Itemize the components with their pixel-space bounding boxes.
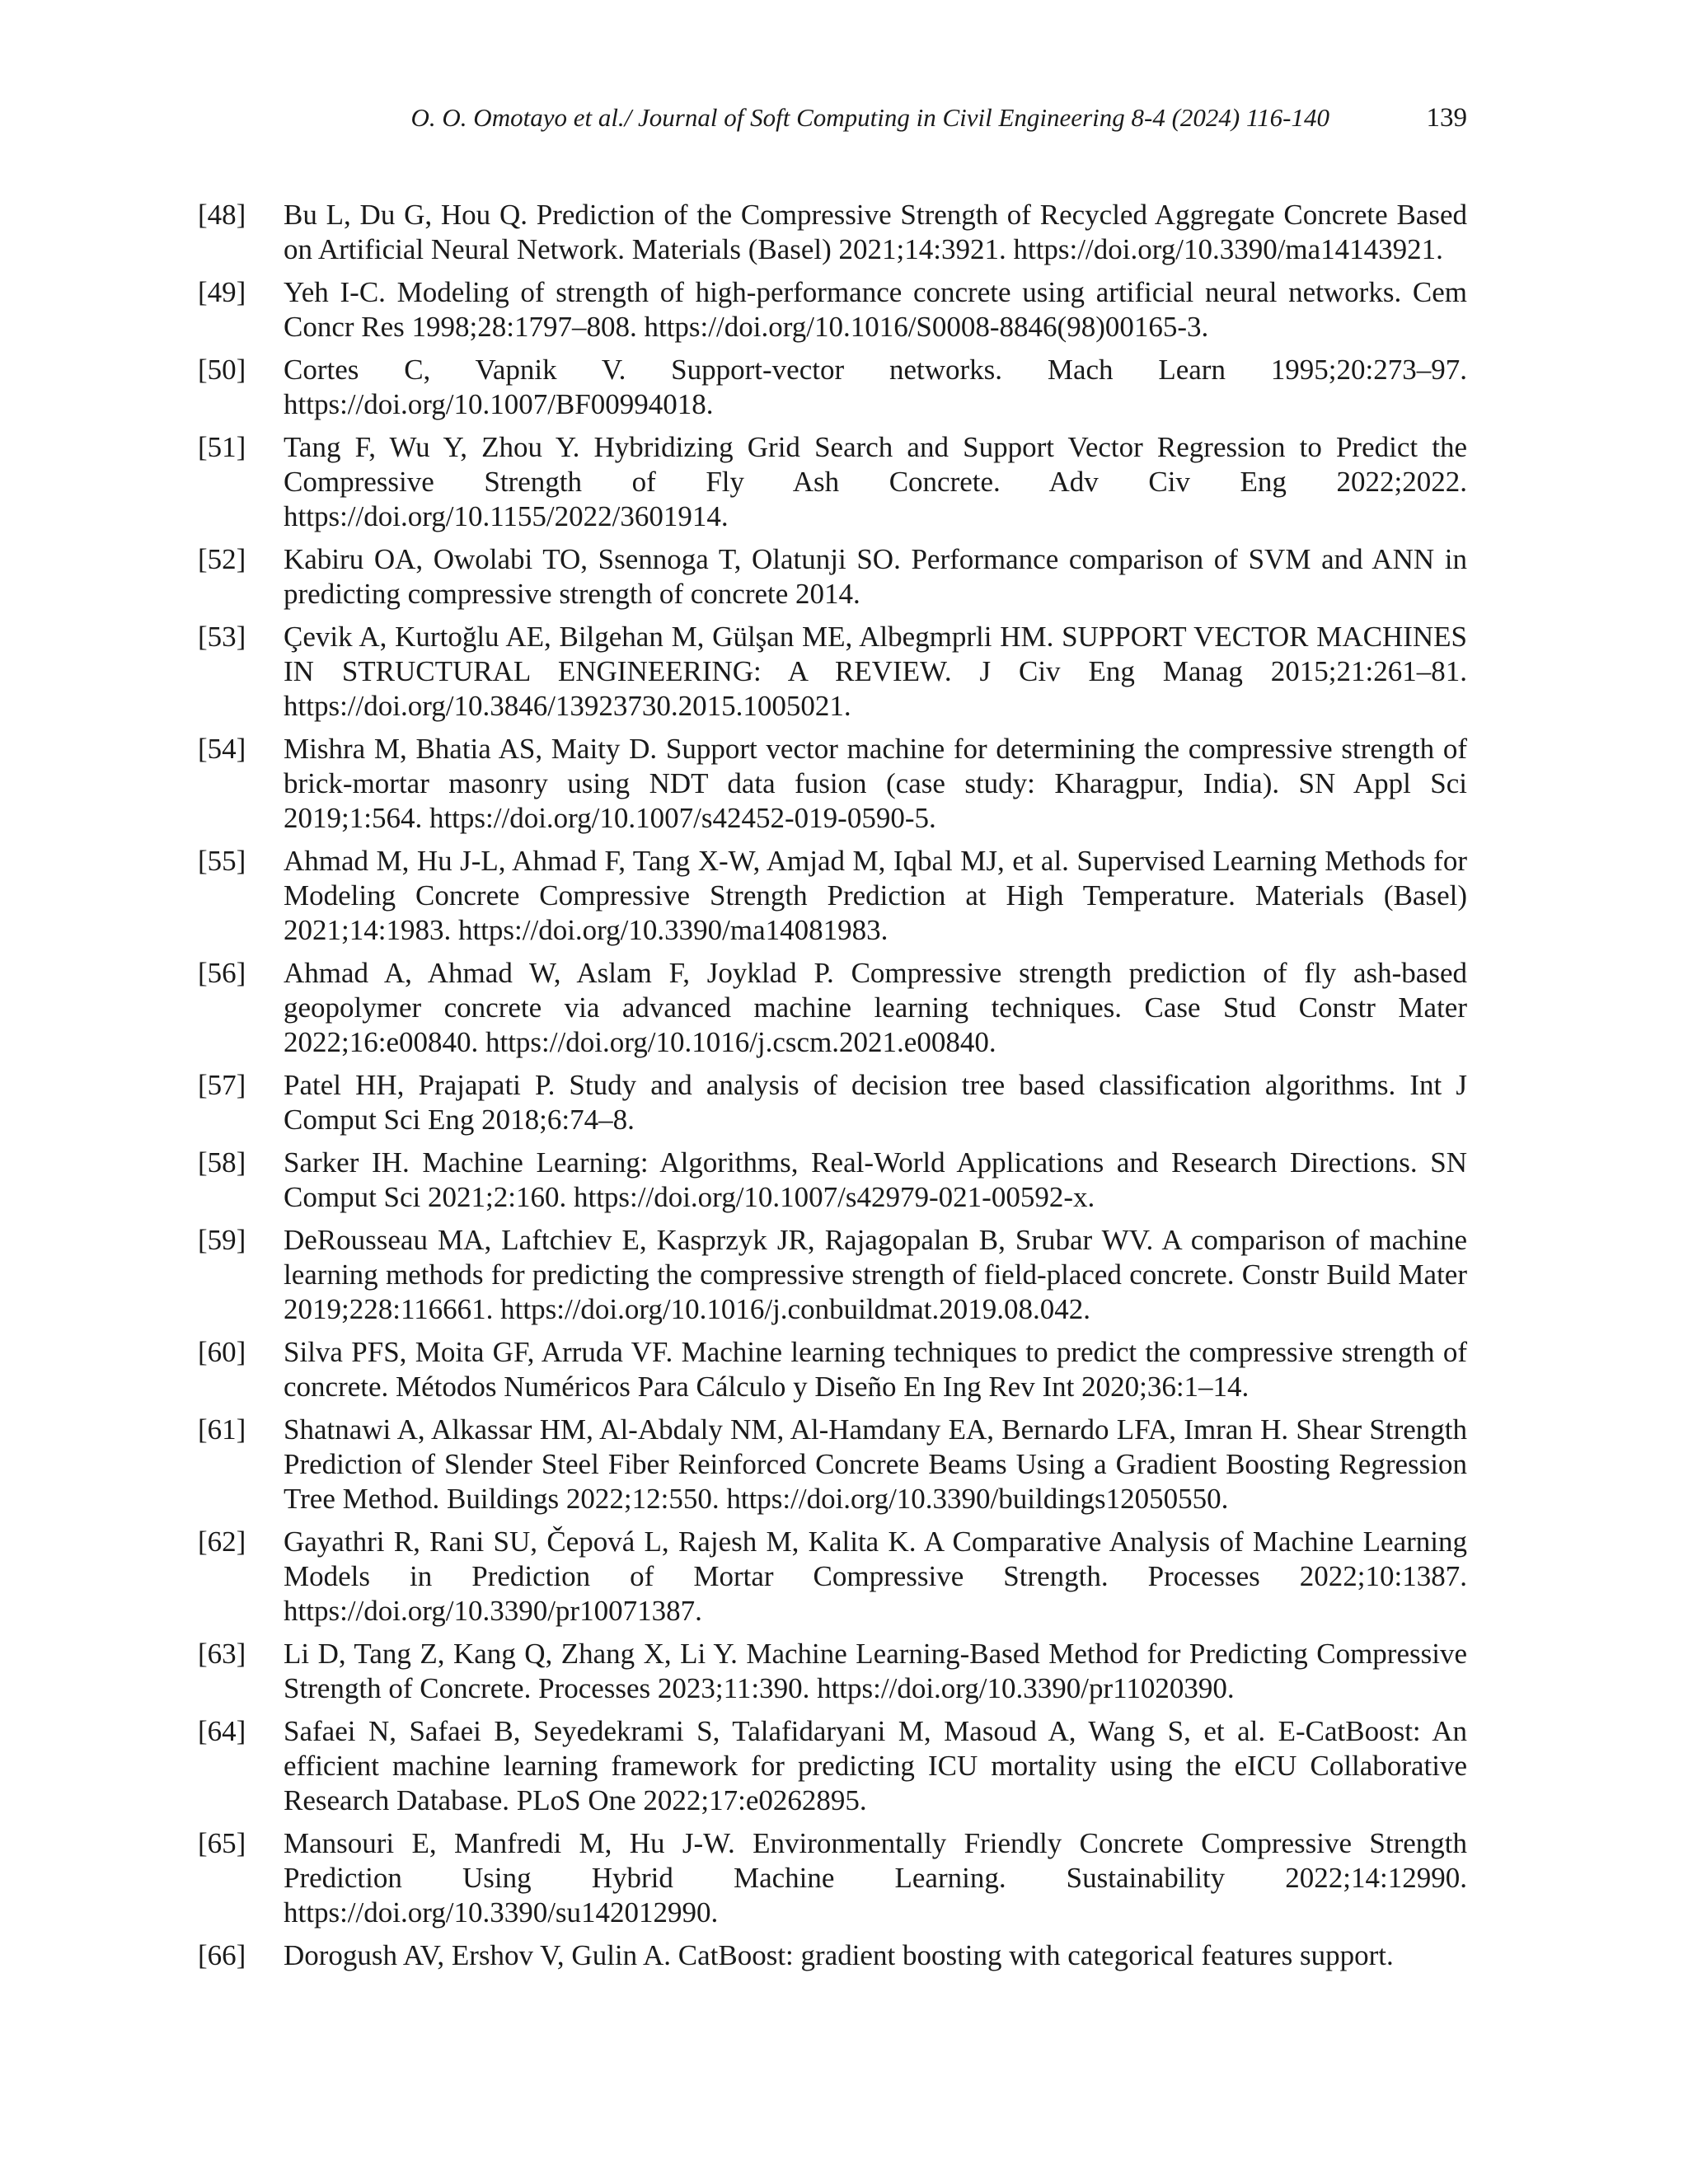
reference-entry	[198, 542, 1467, 612]
reference-text: Silva PFS, Moita GF, Arruda VF. Machine learning techniques to predict the compressive strength of concrete. Métodos Numéricos Para Cálculo y Diseño En Ing Rev Int 2020;36:1–14.	[284, 1336, 1467, 1403]
reference-number: [48]	[198, 199, 246, 231]
reference-text: Cortes C, Vapnik V. Support-vector networks. Mach Learn 1995;20:273–97. https://doi.org/10.1007/BF00994018.	[284, 354, 1467, 420]
reference-number: [62]	[198, 1526, 246, 1558]
reference-text: Mishra M, Bhatia AS, Maity D. Support vector machine for determining the compressive strength of brick-mortar masonry using NDT data fusion (case study: Kharagpur, India). SN Appl Sci 2019;1:564. https://doi.org/10.1007/s42452-019-0590-5.	[284, 733, 1467, 834]
reference-list	[198, 198, 1467, 1981]
page-header	[0, 97, 1688, 138]
reference-number: [57]	[198, 1069, 246, 1101]
reference-text: Yeh I-C. Modeling of strength of high-performance concrete using artificial neural networks. Cem Concr Res 1998;28:1797–808. https://doi.org/10.1016/S0008-8846(98)00165-3.	[284, 276, 1467, 343]
reference-number: [55]	[198, 845, 246, 877]
reference-text: Safaei N, Safaei B, Seyedekrami S, Talafidaryani M, Masoud A, Wang S, et al. E-CatBoost: An efficient machine learning framework for predicting ICU mortality using the eICU Collaborative Research Database. PLoS One 2022;17:e0262895.	[284, 1715, 1467, 1816]
reference-entry	[198, 956, 1467, 1060]
running-head: O. O. Omotayo et al./ Journal of Soft Computing in Civil Engineering 8-4 (2024) 116-140	[410, 103, 1329, 132]
reference-number: [60]	[198, 1336, 246, 1368]
reference-number: [51]	[198, 431, 246, 463]
reference-entry	[198, 1714, 1467, 1818]
reference-number: [56]	[198, 957, 246, 989]
reference-entry	[198, 1938, 1467, 1973]
reference-number: [59]	[198, 1224, 246, 1256]
reference-number: [52]	[198, 543, 246, 575]
reference-entry	[198, 732, 1467, 836]
reference-entry	[198, 844, 1467, 948]
reference-text: Sarker IH. Machine Learning: Algorithms, Real-World Applications and Research Directions. SN Comput Sci 2021;2:160. https://doi.org/10.1007/s42979-021-00592-x.	[284, 1146, 1467, 1213]
reference-text: Shatnawi A, Alkassar HM, Al-Abdaly NM, Al-Hamdany EA, Bernardo LFA, Imran H. Shear Strength Prediction of Slender Steel Fiber Reinforced Concrete Beams Using a Gradient Boosting Regression Tree Method. Buildings 2022;12:550. https://doi.org/10.3390/buildings12050550.	[284, 1413, 1467, 1515]
reference-entry	[198, 1826, 1467, 1930]
reference-entry	[198, 430, 1467, 534]
reference-text: Gayathri R, Rani SU, Čepová L, Rajesh M, Kalita K. A Comparative Analysis of Machine Learning Models in Prediction of Mortar Compressive Strength. Processes 2022;10:1387. https://doi.org/10.3390/pr10071387.	[284, 1526, 1467, 1627]
reference-number: [63]	[198, 1638, 246, 1670]
reference-text: Li D, Tang Z, Kang Q, Zhang X, Li Y. Machine Learning-Based Method for Predicting Compressive Strength of Concrete. Processes 2023;11:390. https://doi.org/10.3390/pr11020390.	[284, 1638, 1467, 1704]
reference-text: Ahmad M, Hu J-L, Ahmad F, Tang X-W, Amjad M, Iqbal MJ, et al. Supervised Learning Methods for Modeling Concrete Compressive Strength Prediction at High Temperature. Materials (Basel) 2021;14:1983. https://doi.org/10.3390/ma14081983.	[284, 845, 1467, 946]
reference-entry	[198, 1637, 1467, 1706]
reference-number: [50]	[198, 354, 246, 386]
reference-number: [49]	[198, 276, 246, 308]
reference-entry	[198, 1413, 1467, 1516]
reference-number: [65]	[198, 1827, 246, 1859]
reference-text: DeRousseau MA, Laftchiev E, Kasprzyk JR, Rajagopalan B, Srubar WV. A comparison of machine learning methods for predicting the compressive strength of field-placed concrete. Constr Build Mater 2019;228:116661. https://doi.org/10.1016/j.conbuildmat.2019.08.042.	[284, 1224, 1467, 1325]
reference-text: Bu L, Du G, Hou Q. Prediction of the Compressive Strength of Recycled Aggregate Concrete Based on Artificial Neural Network. Materials (Basel) 2021;14:3921. https://doi.org/10.3390/ma14143921.	[284, 199, 1467, 265]
reference-entry	[198, 1068, 1467, 1137]
reference-entry	[198, 1223, 1467, 1327]
reference-text: Çevik A, Kurtoğlu AE, Bilgehan M, Gülşan ME, Albegmprli HM. SUPPORT VECTOR MACHINES IN STRUCTURAL ENGINEERING: A REVIEW. J Civ Eng Manag 2015;21:261–81. https://doi.org/10.3846/13923730.2015.1005021.	[284, 621, 1467, 722]
reference-entry	[198, 1335, 1467, 1404]
reference-entry	[198, 1525, 1467, 1629]
reference-text: Tang F, Wu Y, Zhou Y. Hybridizing Grid Search and Support Vector Regression to Predict the Compressive Strength of Fly Ash Concrete. Adv Civ Eng 2022;2022. https://doi.org/10.1155/2022/3601914.	[284, 431, 1467, 532]
reference-text: Dorogush AV, Ershov V, Gulin A. CatBoost: gradient boosting with categorical features support.	[284, 1939, 1394, 1971]
page-number: 139	[1426, 103, 1467, 133]
reference-entry	[198, 275, 1467, 344]
reference-entry	[198, 198, 1467, 267]
reference-entry	[198, 620, 1467, 724]
reference-number: [66]	[198, 1939, 246, 1971]
reference-text: Kabiru OA, Owolabi TO, Ssennoga T, Olatunji SO. Performance comparison of SVM and ANN in predicting compressive strength of concrete 2014.	[284, 543, 1467, 610]
reference-number: [64]	[198, 1715, 246, 1747]
reference-number: [58]	[198, 1146, 246, 1179]
reference-entry	[198, 353, 1467, 422]
reference-text: Ahmad A, Ahmad W, Aslam F, Joyklad P. Compressive strength prediction of fly ash-based geopolymer concrete via advanced machine learning techniques. Case Stud Constr Mater 2022;16:e00840. https://doi.org/10.1016/j.cscm.2021.e00840.	[284, 957, 1467, 1058]
reference-text: Mansouri E, Manfredi M, Hu J-W. Environmentally Friendly Concrete Compressive Strength Prediction Using Hybrid Machine Learning. Sustainability 2022;14:12990. https://doi.org/10.3390/su142012990.	[284, 1827, 1467, 1929]
reference-text: Patel HH, Prajapati P. Study and analysis of decision tree based classification algorithms. Int J Comput Sci Eng 2018;6:74–8.	[284, 1069, 1467, 1136]
reference-number: [54]	[198, 733, 246, 765]
reference-number: [53]	[198, 621, 246, 653]
reference-number: [61]	[198, 1413, 246, 1446]
reference-entry	[198, 1146, 1467, 1215]
